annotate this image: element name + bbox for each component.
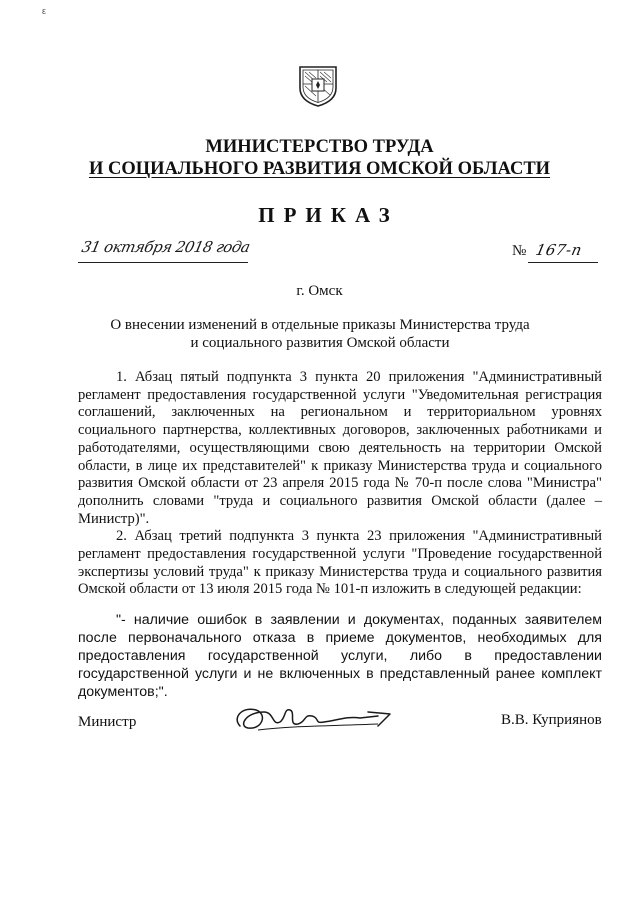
- order-number: [512, 241, 582, 260]
- scan-mark: ε: [42, 6, 47, 16]
- city-label: г. Омск: [296, 283, 343, 299]
- number-underline: [528, 262, 598, 263]
- ministry-name-line1: МИНИСТЕРСТВО ТРУДА: [205, 137, 434, 157]
- order-body: [78, 369, 602, 599]
- order-title: ПРИКАЗ: [258, 203, 399, 227]
- number-label: №: [512, 243, 527, 259]
- ministry-name-line2: И СОЦИАЛЬНОГО РАЗВИТИЯ ОМСКОЙ ОБЛАСТИ: [88, 159, 551, 179]
- subject-line2: и социального развития Омской области: [190, 335, 450, 351]
- date-underline: [78, 262, 248, 263]
- order-date-handwritten: 31 октября 2018 года: [80, 238, 252, 256]
- signatory-name: В.В. Куприянов: [501, 712, 602, 728]
- quoted-text: [78, 612, 602, 702]
- ministry-header: [0, 136, 639, 180]
- handwritten-signature: [228, 696, 408, 740]
- signatory-title: Министр: [78, 714, 137, 730]
- order-number-handwritten: 167-п: [534, 241, 584, 259]
- paragraph-1: 1. Абзац пятый подпункта 3 пункта 20 приложения "Административный регламент предоставления государственной услуги "Уведомительная регистрация соглашений, заключенных на региональном и территориальном уровнях социального партнерства, коллективных договоров, заключенных работниками и работодателями, осуществляющими свою деятельность на территории Омской области, в лице их представителей" к приказу Министерства труда и социального развития Омской области от 23 апреля 2015 года № 70-п после слова "Министра" дополнить словами "труда и социального развития Омской области (далее – Министр)".: [78, 369, 602, 527]
- subject-line1: О внесении изменений в отдельные приказы Министерства труда: [110, 317, 530, 333]
- order-subject: [90, 316, 550, 352]
- paragraph-2: 2. Абзац третий подпункта 3 пункта 23 приложения "Административный регламент предоставления государственной услуги "Проведение государственной экспертизы условий труда" к приказу Министерства труда и социального развития Омской области от 13 июля 2015 года № 101-п изложить в следующей редакции:: [78, 528, 602, 598]
- paragraph-quote: "- наличие ошибок в заявлении и документах, поданных заявителем после первоначального отказа в приеме документов, необходимых для предоставления государственной услуги, либо в предоставлении государственной услуги и не включенных в представленный ранее комплект документов;".: [78, 612, 602, 700]
- omsk-coat-of-arms-icon: [297, 64, 339, 108]
